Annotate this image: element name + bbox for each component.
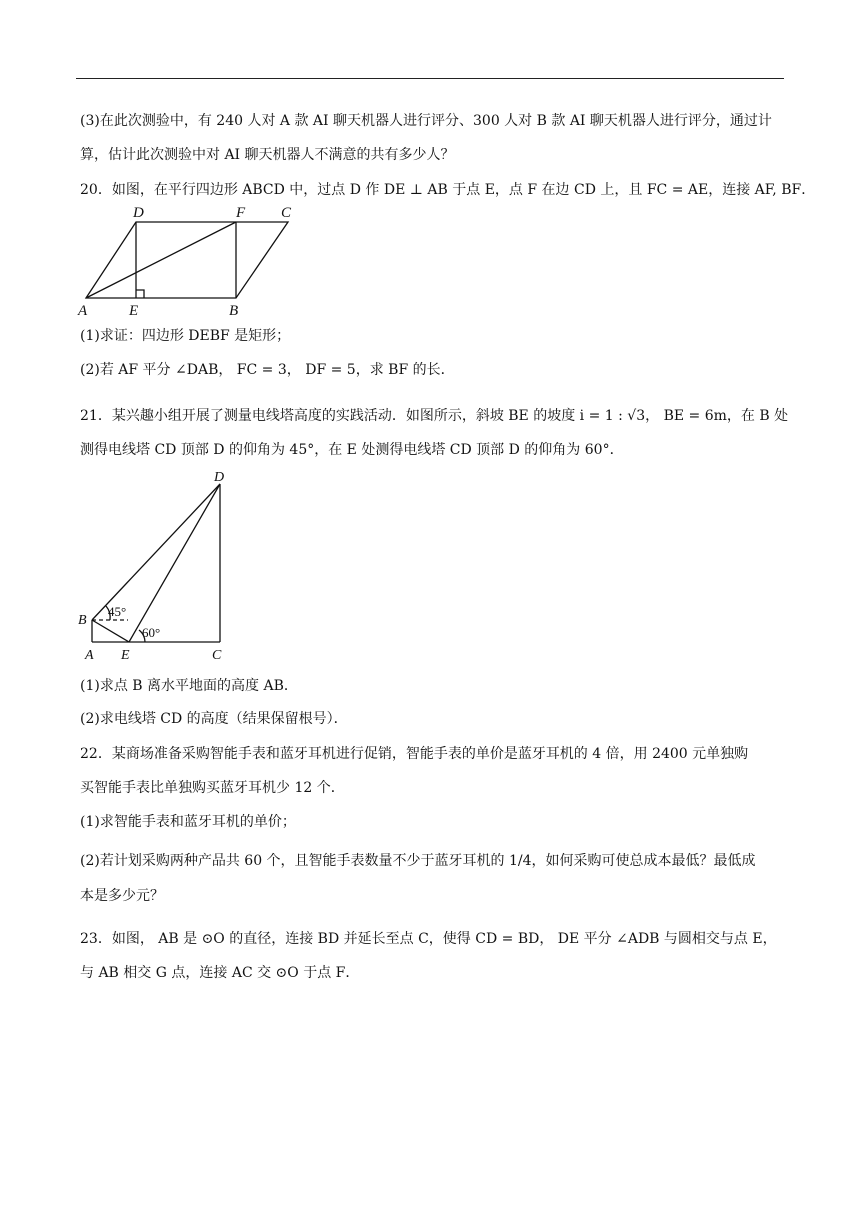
label-b: B	[229, 303, 239, 319]
label-c: C	[281, 205, 292, 221]
q21-part2: (2)求电线塔 CD 的高度（结果保留根号）．	[80, 711, 348, 727]
slope-be	[92, 620, 129, 642]
q20-stem: 20．如图，在平行四边形 ABCD 中，过点 D 作 DE ⊥ AB 于点 E，点 F 在边 CD 上，且 FC = AE，连接 AF, BF．	[80, 182, 816, 198]
q22-part2-line2: 本是多少元？	[80, 888, 164, 904]
q22-stem-line2: 买智能手表比单独购买蓝牙耳机少 12 个．	[80, 780, 345, 796]
angle-label-45: 45°	[108, 604, 127, 619]
q21-stem-line1: 21．某兴趣小组开展了测量电线塔高度的实践活动．如图所示，斜坡 BE 的坡度 i = 1 : √3， BE = 6m，在 B 处	[80, 408, 789, 424]
label-d: D	[133, 205, 144, 221]
q22-stem-line1: 22．某商场准备采购智能手表和蓝牙耳机进行促销，智能手表的单价是蓝牙耳机的 4 倍，用 2400 元单独购	[80, 746, 749, 762]
q19-part3-line1: (3)在此次测验中，有 240 人对 A 款 AI 聊天机器人进行评分、300 人对 B 款 AI 聊天机器人进行评分，通过计	[80, 113, 772, 129]
q20-part1: (1)求证：四边形 DEBF 是矩形；	[80, 328, 291, 344]
segment-af	[86, 222, 236, 298]
q19-part3-line2: 算，估计此次测验中对 AI 聊天机器人不满意的共有多少人？	[80, 147, 455, 163]
q23-stem-line1: 23．如图， AB 是 ⊙O 的直径，连接 BD 并延长至点 C，使得 CD = BD， DE 平分 ∠ADB 与圆相交与点 E，	[80, 931, 777, 947]
q20-part2: (2)若 AF 平分 ∠DAB， FC = 3， DF = 5，求 BF 的长．	[80, 362, 455, 378]
parallelogram-abcd	[86, 222, 288, 298]
q22-part2-line1: (2)若计划采购两种产品共 60 个，且智能手表数量不少于蓝牙耳机的 1/4，如何采购可使总成本最低？最低成	[80, 853, 756, 869]
header-rule	[76, 78, 784, 79]
angle-label-60: 60°	[142, 625, 161, 640]
label-tower-b: B	[78, 613, 87, 628]
label-f: F	[236, 205, 246, 221]
sightline-bd	[92, 484, 220, 620]
parallelogram-figure	[76, 200, 306, 320]
right-angle-mark	[136, 290, 144, 298]
q21-part1: (1)求点 B 离水平地面的高度 AB．	[80, 678, 298, 694]
tower-figure	[76, 466, 246, 666]
q21-stem-line2: 测得电线塔 CD 顶部 D 的仰角为 45°，在 E 处测得电线塔 CD 顶部 D 的仰角为 60°．	[80, 442, 624, 458]
label-tower-c: C	[212, 648, 222, 663]
label-tower-d: D	[214, 470, 225, 485]
q22-part1: (1)求智能手表和蓝牙耳机的单价；	[80, 814, 296, 830]
sightline-ed	[129, 484, 220, 642]
label-a: A	[78, 303, 88, 319]
q23-stem-line2: 与 AB 相交 G 点，连接 AC 交 ⊙O 于点 F．	[80, 965, 360, 981]
label-e: E	[129, 303, 139, 319]
label-tower-e: E	[121, 648, 130, 663]
label-tower-a: A	[85, 648, 94, 663]
